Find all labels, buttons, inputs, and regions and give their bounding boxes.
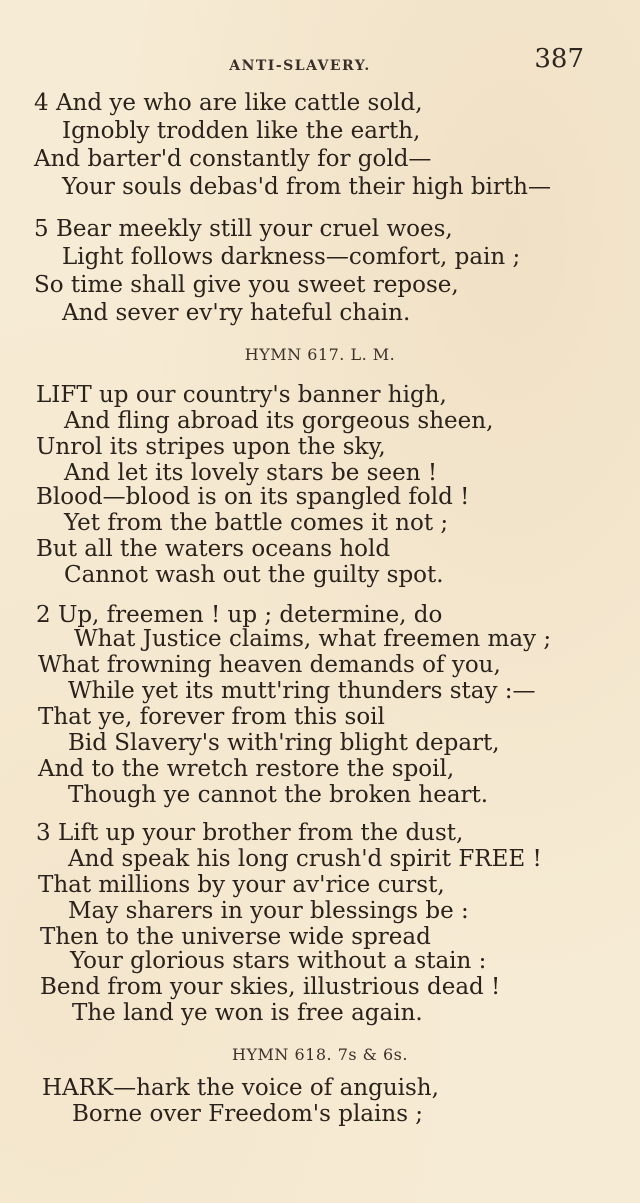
verse-line: The land ye won is free again. — [72, 1000, 423, 1026]
verse-line: 2 Up, freemen ! up ; determine, do — [36, 602, 443, 628]
verse-line: But all the waters oceans hold — [36, 536, 391, 562]
verse-line: And let its lovely stars be seen ! — [64, 460, 438, 486]
verse-line: What Justice claims, what freemen may ; — [74, 626, 552, 652]
verse-line: What frowning heaven demands of you, — [38, 652, 501, 678]
hymn-617-heading: HYMN 617. L. M. — [244, 345, 396, 364]
verse-line: Yet from the battle comes it not ; — [64, 510, 449, 536]
verse-line: And speak his long crush'd spirit FREE ! — [68, 846, 542, 872]
hymn-618-heading: HYMN 618. 7s & 6s. — [232, 1045, 408, 1064]
verse-line: LIFT up our country's banner high, — [36, 382, 447, 408]
verse-line: Your glorious stars without a stain : — [70, 948, 487, 974]
verse-line: Bend from your skies, illustrious dead ! — [40, 974, 501, 1000]
verse-line: Then to the universe wide spread — [40, 924, 431, 950]
verse-line: 3 Lift up your brother from the dust, — [36, 820, 464, 846]
page-number: 387 — [534, 44, 584, 74]
verse-line: That ye, forever from this soil — [38, 704, 385, 730]
verse-line: So time shall give you sweet repose, — [34, 272, 459, 298]
verse-line: And fling abroad its gorgeous sheen, — [64, 408, 494, 434]
verse-line: While yet its mutt'ring thunders stay :— — [68, 678, 536, 704]
verse-line: 5 Bear meekly still your cruel woes, — [34, 216, 453, 242]
verse-line: Unrol its stripes upon the sky, — [36, 434, 386, 460]
verse-line: Blood—blood is on its spangled fold ! — [36, 484, 470, 510]
verse-line: Cannot wash out the guilty spot. — [64, 562, 444, 588]
verse-line: Ignobly trodden like the earth, — [62, 118, 421, 144]
verse-line: Borne over Freedom's plains ; — [72, 1101, 424, 1127]
verse-line: And barter'd constantly for gold— — [34, 146, 432, 172]
verse-line: HARK—hark the voice of anguish, — [42, 1075, 439, 1101]
verse-line: And to the wretch restore the spoil, — [38, 756, 455, 782]
verse-line: Light follows darkness—comfort, pain ; — [62, 244, 521, 270]
verse-line: Bid Slavery's with'ring blight depart, — [68, 730, 500, 756]
verse-line: And sever ev'ry hateful chain. — [62, 300, 411, 326]
verse-line: 4 And ye who are like cattle sold, — [34, 90, 423, 116]
verse-line: Your souls debas'd from their high birth— — [62, 174, 551, 200]
running-title: ANTI-SLAVERY. — [229, 58, 371, 74]
verse-line: That millions by your av'rice curst, — [38, 872, 445, 898]
verse-line: Though ye cannot the broken heart. — [68, 782, 489, 808]
verse-line: May sharers in your blessings be : — [68, 898, 469, 924]
